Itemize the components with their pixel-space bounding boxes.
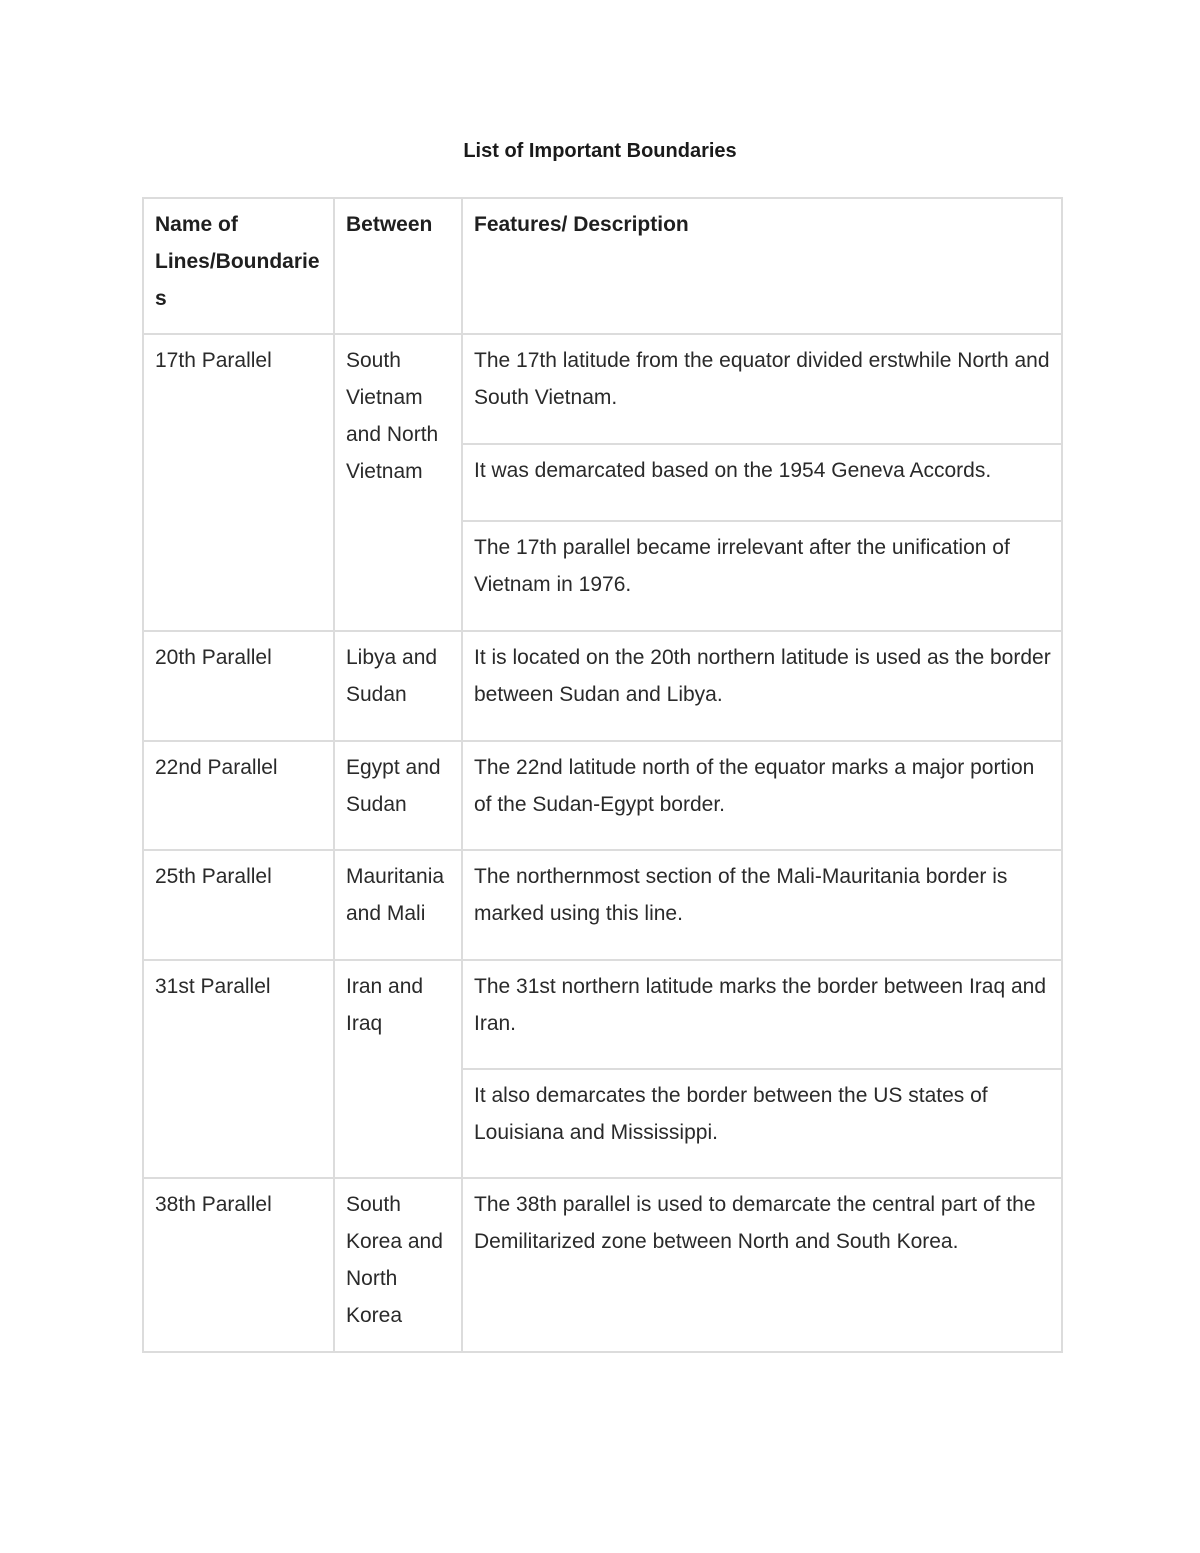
cell-feature: The 17th latitude from the equator divided erstwhile North and South Vietnam.: [462, 334, 1062, 444]
cell-between: Mauritania and Mali: [334, 850, 462, 960]
cell-name: 25th Parallel: [143, 850, 334, 960]
cell-name: 22nd Parallel: [143, 741, 334, 850]
cell-feature: It also demarcates the border between the US states of Louisiana and Mississippi.: [462, 1069, 1062, 1178]
header-between: Between: [334, 198, 462, 334]
table-body: [143, 334, 1062, 1352]
header-features: Features/ Description: [462, 198, 1062, 334]
cell-feature: The 22nd latitude north of the equator marks a major portion of the Sudan-Egypt border.: [462, 741, 1062, 850]
table-row: [143, 960, 1062, 1069]
document-title: List of Important Boundaries: [463, 140, 737, 162]
table-row: [143, 631, 1062, 741]
cell-feature: It was demarcated based on the 1954 Geneva Accords.: [462, 444, 1062, 521]
cell-between: Iran and Iraq: [334, 960, 462, 1178]
table-row: [143, 741, 1062, 850]
cell-feature: The 38th parallel is used to demarcate the central part of the Demilitarized zone between North and South Korea.: [462, 1178, 1062, 1352]
cell-name: 17th Parallel: [143, 334, 334, 631]
cell-between: South Vietnam and North Vietnam: [334, 334, 462, 631]
boundaries-table: [142, 197, 1063, 1353]
cell-between: South Korea and North Korea: [334, 1178, 462, 1352]
cell-feature: It is located on the 20th northern latitude is used as the border between Sudan and Libya.: [462, 631, 1062, 741]
cell-feature: The 31st northern latitude marks the border between Iraq and Iran.: [462, 960, 1062, 1069]
table-row: [143, 334, 1062, 444]
cell-between: Libya and Sudan: [334, 631, 462, 741]
header-row: [143, 198, 1062, 334]
cell-name: 31st Parallel: [143, 960, 334, 1178]
cell-between: Egypt and Sudan: [334, 741, 462, 850]
table-row: [143, 850, 1062, 960]
cell-name: 38th Parallel: [143, 1178, 334, 1352]
cell-feature: The northernmost section of the Mali-Mauritania border is marked using this line.: [462, 850, 1062, 960]
cell-name: 20th Parallel: [143, 631, 334, 741]
table-row: [143, 1178, 1062, 1352]
table-header: [143, 198, 1062, 334]
cell-feature: The 17th parallel became irrelevant after the unification of Vietnam in 1976.: [462, 521, 1062, 631]
header-name: Name of Lines/Boundaries: [143, 198, 334, 334]
